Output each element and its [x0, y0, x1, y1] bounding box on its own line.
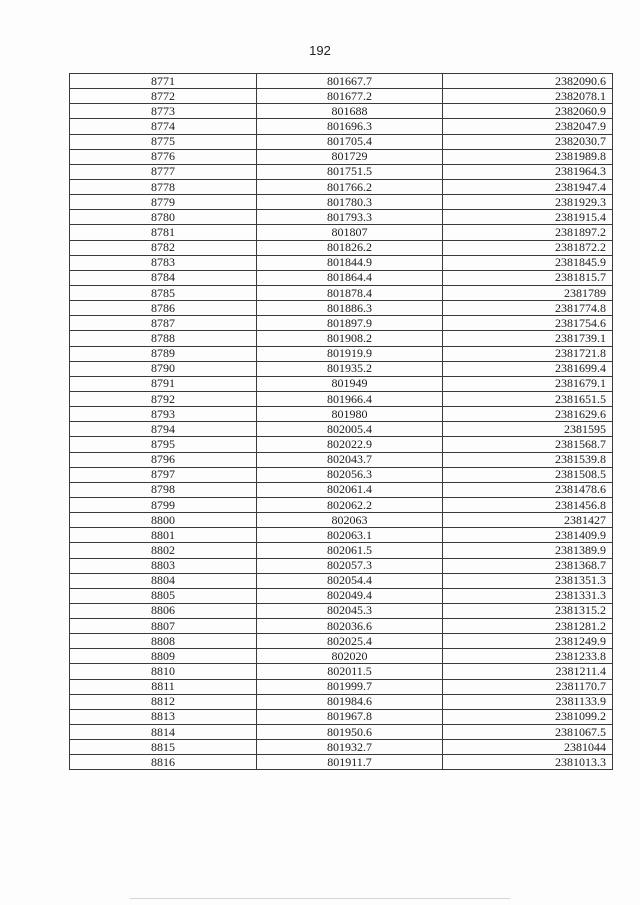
point-id-cell: 8780 — [70, 210, 257, 225]
y-coordinate-cell: 2381508.5 — [443, 467, 613, 482]
y-coordinate-cell: 2381044 — [443, 740, 613, 755]
y-coordinate-cell: 2381872.2 — [443, 240, 613, 255]
x-coordinate-cell: 801908.2 — [257, 331, 443, 346]
x-coordinate-cell: 801999.7 — [257, 679, 443, 694]
x-coordinate-cell: 801984.6 — [257, 694, 443, 709]
point-id-cell: 8782 — [70, 240, 257, 255]
y-coordinate-cell: 2381539.8 — [443, 452, 613, 467]
y-coordinate-cell: 2381815.7 — [443, 270, 613, 285]
table-row — [70, 649, 613, 664]
point-id-cell: 8793 — [70, 407, 257, 422]
point-id-cell: 8808 — [70, 634, 257, 649]
table-row — [70, 376, 613, 391]
y-coordinate-cell: 2381754.6 — [443, 316, 613, 331]
table-row — [70, 619, 613, 634]
x-coordinate-cell: 802049.4 — [257, 588, 443, 603]
table-row — [70, 513, 613, 528]
y-coordinate-cell: 2381568.7 — [443, 437, 613, 452]
table-row — [70, 210, 613, 225]
y-coordinate-cell: 2381211.4 — [443, 664, 613, 679]
table-row — [70, 134, 613, 149]
point-id-cell: 8810 — [70, 664, 257, 679]
scan-edge-line — [130, 898, 510, 899]
x-coordinate-cell: 802061.4 — [257, 482, 443, 497]
point-id-cell: 8802 — [70, 543, 257, 558]
table-row — [70, 755, 613, 770]
x-coordinate-cell: 801967.8 — [257, 709, 443, 724]
y-coordinate-cell: 2381699.4 — [443, 361, 613, 376]
point-id-cell: 8799 — [70, 497, 257, 512]
x-coordinate-cell: 802045.3 — [257, 603, 443, 618]
point-id-cell: 8811 — [70, 679, 257, 694]
x-coordinate-cell: 801897.9 — [257, 316, 443, 331]
table-row — [70, 558, 613, 573]
table-row — [70, 179, 613, 194]
point-id-cell: 8816 — [70, 755, 257, 770]
point-id-cell: 8771 — [70, 74, 257, 89]
point-id-cell: 8795 — [70, 437, 257, 452]
point-id-cell: 8812 — [70, 694, 257, 709]
y-coordinate-cell: 2382030.7 — [443, 134, 613, 149]
x-coordinate-cell: 801878.4 — [257, 285, 443, 300]
point-id-cell: 8784 — [70, 270, 257, 285]
x-coordinate-cell: 801729 — [257, 149, 443, 164]
point-id-cell: 8773 — [70, 104, 257, 119]
table-row — [70, 452, 613, 467]
y-coordinate-cell: 2381915.4 — [443, 210, 613, 225]
x-coordinate-cell: 801844.9 — [257, 255, 443, 270]
point-id-cell: 8775 — [70, 134, 257, 149]
table-row — [70, 725, 613, 740]
y-coordinate-cell: 2381679.1 — [443, 376, 613, 391]
x-coordinate-cell: 801911.7 — [257, 755, 443, 770]
y-coordinate-cell: 2381947.4 — [443, 179, 613, 194]
page-number: 192 — [309, 43, 331, 58]
point-id-cell: 8774 — [70, 119, 257, 134]
point-id-cell: 8813 — [70, 709, 257, 724]
y-coordinate-cell: 2381351.3 — [443, 573, 613, 588]
y-coordinate-cell: 2381964.3 — [443, 164, 613, 179]
point-id-cell: 8803 — [70, 558, 257, 573]
point-id-cell: 8787 — [70, 316, 257, 331]
point-id-cell: 8804 — [70, 573, 257, 588]
table-row — [70, 89, 613, 104]
table-row — [70, 543, 613, 558]
x-coordinate-cell: 802005.4 — [257, 422, 443, 437]
table-row — [70, 270, 613, 285]
table-row — [70, 482, 613, 497]
point-id-cell: 8791 — [70, 376, 257, 391]
point-id-cell: 8800 — [70, 513, 257, 528]
point-id-cell: 8798 — [70, 482, 257, 497]
x-coordinate-cell: 802011.5 — [257, 664, 443, 679]
table-row — [70, 195, 613, 210]
x-coordinate-cell: 802056.3 — [257, 467, 443, 482]
point-id-cell: 8781 — [70, 225, 257, 240]
table-row — [70, 149, 613, 164]
x-coordinate-cell: 801766.2 — [257, 179, 443, 194]
x-coordinate-cell: 801751.5 — [257, 164, 443, 179]
table-row — [70, 240, 613, 255]
y-coordinate-cell: 2382090.6 — [443, 74, 613, 89]
y-coordinate-cell: 2382047.9 — [443, 119, 613, 134]
point-id-cell: 8785 — [70, 285, 257, 300]
point-id-cell: 8796 — [70, 452, 257, 467]
table-row — [70, 331, 613, 346]
point-id-cell: 8783 — [70, 255, 257, 270]
coordinates-table-container — [69, 73, 605, 770]
y-coordinate-cell: 2381233.8 — [443, 649, 613, 664]
x-coordinate-cell: 801949 — [257, 376, 443, 391]
point-id-cell: 8814 — [70, 725, 257, 740]
point-id-cell: 8776 — [70, 149, 257, 164]
x-coordinate-cell: 802025.4 — [257, 634, 443, 649]
table-row — [70, 497, 613, 512]
point-id-cell: 8801 — [70, 528, 257, 543]
y-coordinate-cell: 2381331.3 — [443, 588, 613, 603]
y-coordinate-cell: 2381427 — [443, 513, 613, 528]
point-id-cell: 8806 — [70, 603, 257, 618]
y-coordinate-cell: 2381099.2 — [443, 709, 613, 724]
x-coordinate-cell: 802036.6 — [257, 619, 443, 634]
table-row — [70, 603, 613, 618]
coordinates-table-body — [70, 74, 613, 770]
x-coordinate-cell: 801705.4 — [257, 134, 443, 149]
x-coordinate-cell: 801932.7 — [257, 740, 443, 755]
x-coordinate-cell: 802063.1 — [257, 528, 443, 543]
y-coordinate-cell: 2381170.7 — [443, 679, 613, 694]
x-coordinate-cell: 801780.3 — [257, 195, 443, 210]
y-coordinate-cell: 2381013.3 — [443, 755, 613, 770]
point-id-cell: 8786 — [70, 301, 257, 316]
point-id-cell: 8788 — [70, 331, 257, 346]
x-coordinate-cell: 801980 — [257, 407, 443, 422]
x-coordinate-cell: 802057.3 — [257, 558, 443, 573]
y-coordinate-cell: 2381368.7 — [443, 558, 613, 573]
y-coordinate-cell: 2381897.2 — [443, 225, 613, 240]
x-coordinate-cell: 801677.2 — [257, 89, 443, 104]
point-id-cell: 8789 — [70, 346, 257, 361]
x-coordinate-cell: 802043.7 — [257, 452, 443, 467]
table-row — [70, 391, 613, 406]
table-row — [70, 407, 613, 422]
table-row — [70, 119, 613, 134]
x-coordinate-cell: 801688 — [257, 104, 443, 119]
x-coordinate-cell: 801667.7 — [257, 74, 443, 89]
y-coordinate-cell: 2382078.1 — [443, 89, 613, 104]
y-coordinate-cell: 2381389.9 — [443, 543, 613, 558]
table-row — [70, 164, 613, 179]
point-id-cell: 8797 — [70, 467, 257, 482]
y-coordinate-cell: 2381789 — [443, 285, 613, 300]
table-row — [70, 588, 613, 603]
point-id-cell: 8772 — [70, 89, 257, 104]
x-coordinate-cell: 801966.4 — [257, 391, 443, 406]
table-row — [70, 679, 613, 694]
coordinates-table — [69, 73, 613, 770]
table-row — [70, 301, 613, 316]
y-coordinate-cell: 2381281.2 — [443, 619, 613, 634]
y-coordinate-cell: 2381774.8 — [443, 301, 613, 316]
x-coordinate-cell: 801919.9 — [257, 346, 443, 361]
point-id-cell: 8805 — [70, 588, 257, 603]
point-id-cell: 8778 — [70, 179, 257, 194]
table-row — [70, 528, 613, 543]
x-coordinate-cell: 802061.5 — [257, 543, 443, 558]
table-row — [70, 255, 613, 270]
y-coordinate-cell: 2381845.9 — [443, 255, 613, 270]
y-coordinate-cell: 2381651.5 — [443, 391, 613, 406]
y-coordinate-cell: 2381721.8 — [443, 346, 613, 361]
x-coordinate-cell: 801807 — [257, 225, 443, 240]
x-coordinate-cell: 802020 — [257, 649, 443, 664]
point-id-cell: 8790 — [70, 361, 257, 376]
x-coordinate-cell: 802063 — [257, 513, 443, 528]
y-coordinate-cell: 2381315.2 — [443, 603, 613, 618]
table-row — [70, 709, 613, 724]
y-coordinate-cell: 2381456.8 — [443, 497, 613, 512]
y-coordinate-cell: 2381739.1 — [443, 331, 613, 346]
x-coordinate-cell: 801826.2 — [257, 240, 443, 255]
point-id-cell: 8779 — [70, 195, 257, 210]
y-coordinate-cell: 2381929.3 — [443, 195, 613, 210]
x-coordinate-cell: 801950.6 — [257, 725, 443, 740]
x-coordinate-cell: 802054.4 — [257, 573, 443, 588]
y-coordinate-cell: 2381409.9 — [443, 528, 613, 543]
table-row — [70, 694, 613, 709]
table-row — [70, 467, 613, 482]
table-row — [70, 316, 613, 331]
point-id-cell: 8777 — [70, 164, 257, 179]
y-coordinate-cell: 2381478.6 — [443, 482, 613, 497]
x-coordinate-cell: 801864.4 — [257, 270, 443, 285]
y-coordinate-cell: 2381133.9 — [443, 694, 613, 709]
table-row — [70, 104, 613, 119]
x-coordinate-cell: 802062.2 — [257, 497, 443, 512]
point-id-cell: 8809 — [70, 649, 257, 664]
table-row — [70, 664, 613, 679]
table-row — [70, 225, 613, 240]
x-coordinate-cell: 801935.2 — [257, 361, 443, 376]
point-id-cell: 8815 — [70, 740, 257, 755]
point-id-cell: 8794 — [70, 422, 257, 437]
x-coordinate-cell: 801886.3 — [257, 301, 443, 316]
x-coordinate-cell: 801793.3 — [257, 210, 443, 225]
table-row — [70, 422, 613, 437]
table-row — [70, 573, 613, 588]
point-id-cell: 8807 — [70, 619, 257, 634]
table-row — [70, 437, 613, 452]
y-coordinate-cell: 2381989.8 — [443, 149, 613, 164]
table-row — [70, 346, 613, 361]
table-row — [70, 634, 613, 649]
y-coordinate-cell: 2381249.9 — [443, 634, 613, 649]
y-coordinate-cell: 2381595 — [443, 422, 613, 437]
x-coordinate-cell: 802022.9 — [257, 437, 443, 452]
table-row — [70, 285, 613, 300]
point-id-cell: 8792 — [70, 391, 257, 406]
table-row — [70, 361, 613, 376]
y-coordinate-cell: 2381629.6 — [443, 407, 613, 422]
table-row — [70, 740, 613, 755]
y-coordinate-cell: 2382060.9 — [443, 104, 613, 119]
table-row — [70, 74, 613, 89]
x-coordinate-cell: 801696.3 — [257, 119, 443, 134]
y-coordinate-cell: 2381067.5 — [443, 725, 613, 740]
